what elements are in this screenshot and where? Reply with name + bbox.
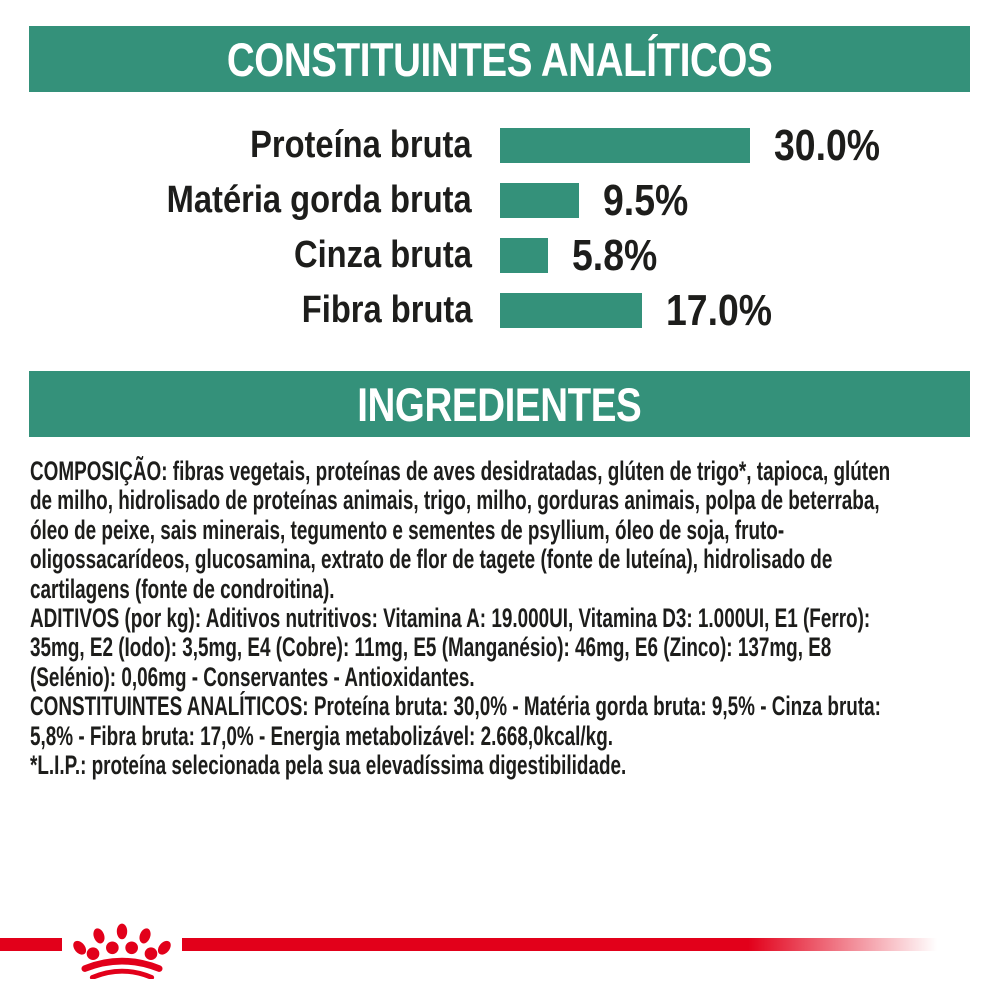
text-line-composicao: óleo de peixe, sais minerais, tegumento e sementes de psyllium, óleo de soja, fruto- [30,514,785,545]
text-line-aditivos: 35mg, E2 (Iodo): 3,5mg, E4 (Cobre): 11mg, E5 (Manganésio): 46mg, E6 (Zinco): 137mg, E8 [30,632,832,663]
bar-value-label: 9.5% [603,175,689,225]
bar-value-label: 30.0% [774,120,881,170]
bar-category-label [30,289,472,332]
bar-category-label-text: Cinza bruta [294,234,472,276]
ingredients-header-band [29,371,970,437]
analytical-header-title: CONSTITUINTES ANALÍTICOS [226,32,773,86]
bar [500,183,579,218]
bar-value-label: 17.0% [666,285,773,335]
chart-row [30,230,970,280]
footer-stripe-right [182,938,937,951]
text-line-aditivos: (Selénio): 0,06mg - Conservantes - Antioxidantes. [30,661,475,692]
chart-row [30,285,970,335]
text-line-composicao: COMPOSIÇÃO: fibras vegetais, proteínas de aves desidratadas, glúten de trigo*, tapioca, glúten [30,456,891,486]
text-line-constituintes_analiticos: CONSTITUINTES ANALÍTICOS: Proteína bruta: 30,0% - Matéria gorda bruta: 9,5% - Cinza bruta: [30,691,881,722]
bar [500,128,750,163]
text-line-constituintes_analiticos: 5,8% - Fibra bruta: 17,0% - Energia metabolizável: 2.668,0kcal/kg. [30,720,613,751]
ingredients-header-title: INGREDIENTES [357,377,642,431]
royal-canin-crown-paw-icon [70,921,174,979]
chart-row [30,175,970,225]
analytical-header-band [29,26,970,92]
bar-value-label: 5.8% [572,230,658,280]
bar-category-label-text: Fibra bruta [301,289,472,331]
bar-category-label [30,124,472,167]
bar-category-label [30,179,472,222]
text-line-composicao: oligossacarídeos, glucosamina, extrato de flor de tagete (fonte de luteína), hidrolisado de [30,544,833,575]
chart-row [30,120,970,170]
bar-category-label-text: Matéria gorda bruta [166,179,472,221]
bar-category-label-text: Proteína bruta [250,124,472,166]
text-line-composicao: de milho, hidrolisado de proteínas animais, trigo, milho, gorduras animais, polpa de beterraba, [30,485,880,516]
analytical-bar-chart [30,120,970,348]
text-line-aditivos: ADITIVOS (por kg): Aditivos nutritivos: Vitamina A: 19.000UI, Vitamina D3: 1.000UI, E1 (Ferro): [30,603,871,634]
bar-category-label [30,234,472,277]
footer-stripe-left [0,938,62,951]
bar [500,238,548,273]
text-line-composicao: cartilagens (fonte de condroitina). [30,573,335,604]
bar [500,293,642,328]
ingredients-composition-text [30,457,970,780]
text-line-lip_note: *L.I.P.: proteína selecionada pela sua elevadíssima digestibilidade. [30,750,627,781]
